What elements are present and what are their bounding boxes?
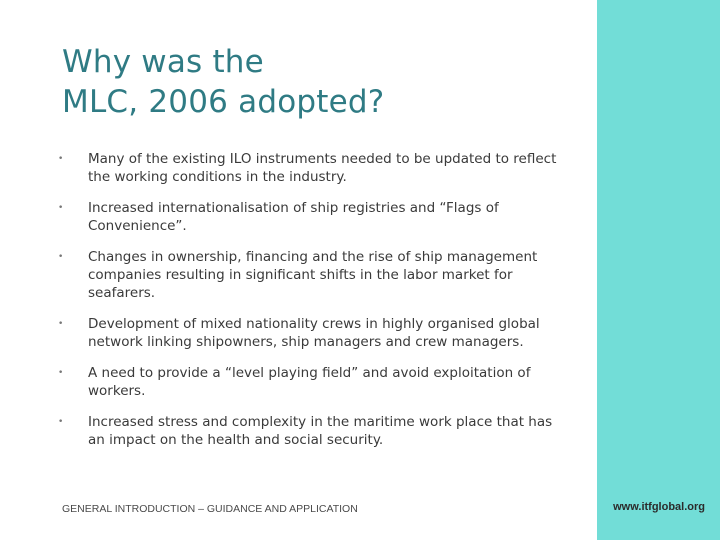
bullet-item-3 <box>58 248 558 302</box>
bullet-text: Many of the existing ILO instruments needed to be updated to reflect the working conditions in the industry. <box>88 151 557 185</box>
bullet-item-6 <box>58 413 558 449</box>
bullet-item-5 <box>58 364 558 400</box>
bullet-marker-icon: • <box>58 154 64 164</box>
bullet-marker-icon: • <box>58 203 64 213</box>
bullet-item-2 <box>58 199 558 235</box>
bullet-item-4 <box>58 315 558 351</box>
bullet-item-1 <box>58 150 558 186</box>
bullet-text: Increased internationalisation of ship registries and “Flags of Convenience”. <box>88 200 499 234</box>
footer-section-label: GENERAL INTRODUCTION – GUIDANCE AND APPLICATION <box>62 503 358 515</box>
bullet-text: A need to provide a “level playing field” and avoid exploitation of workers. <box>88 365 531 399</box>
bullet-list <box>58 150 558 449</box>
bullet-marker-icon: • <box>58 252 64 262</box>
bullet-marker-icon: • <box>58 417 64 427</box>
bullet-text: Development of mixed nationality crews in highly organised global network linking shipowners, ship managers and crew managers. <box>88 316 540 350</box>
slide-title <box>62 42 562 122</box>
bullet-marker-icon: • <box>58 368 64 378</box>
bullet-text: Increased stress and complexity in the maritime work place that has an impact on the health and social security. <box>88 414 553 448</box>
bullet-text: Changes in ownership, financing and the rise of ship management companies resulting in significant shifts in the labor market for seafarers. <box>88 249 538 301</box>
title-line-1: Why was the <box>62 44 264 80</box>
accent-side-panel <box>597 0 720 540</box>
bullet-marker-icon: • <box>58 319 64 329</box>
title-line-2: MLC, 2006 adopted? <box>62 84 385 120</box>
footer-website-url: www.itfglobal.org <box>613 501 705 513</box>
